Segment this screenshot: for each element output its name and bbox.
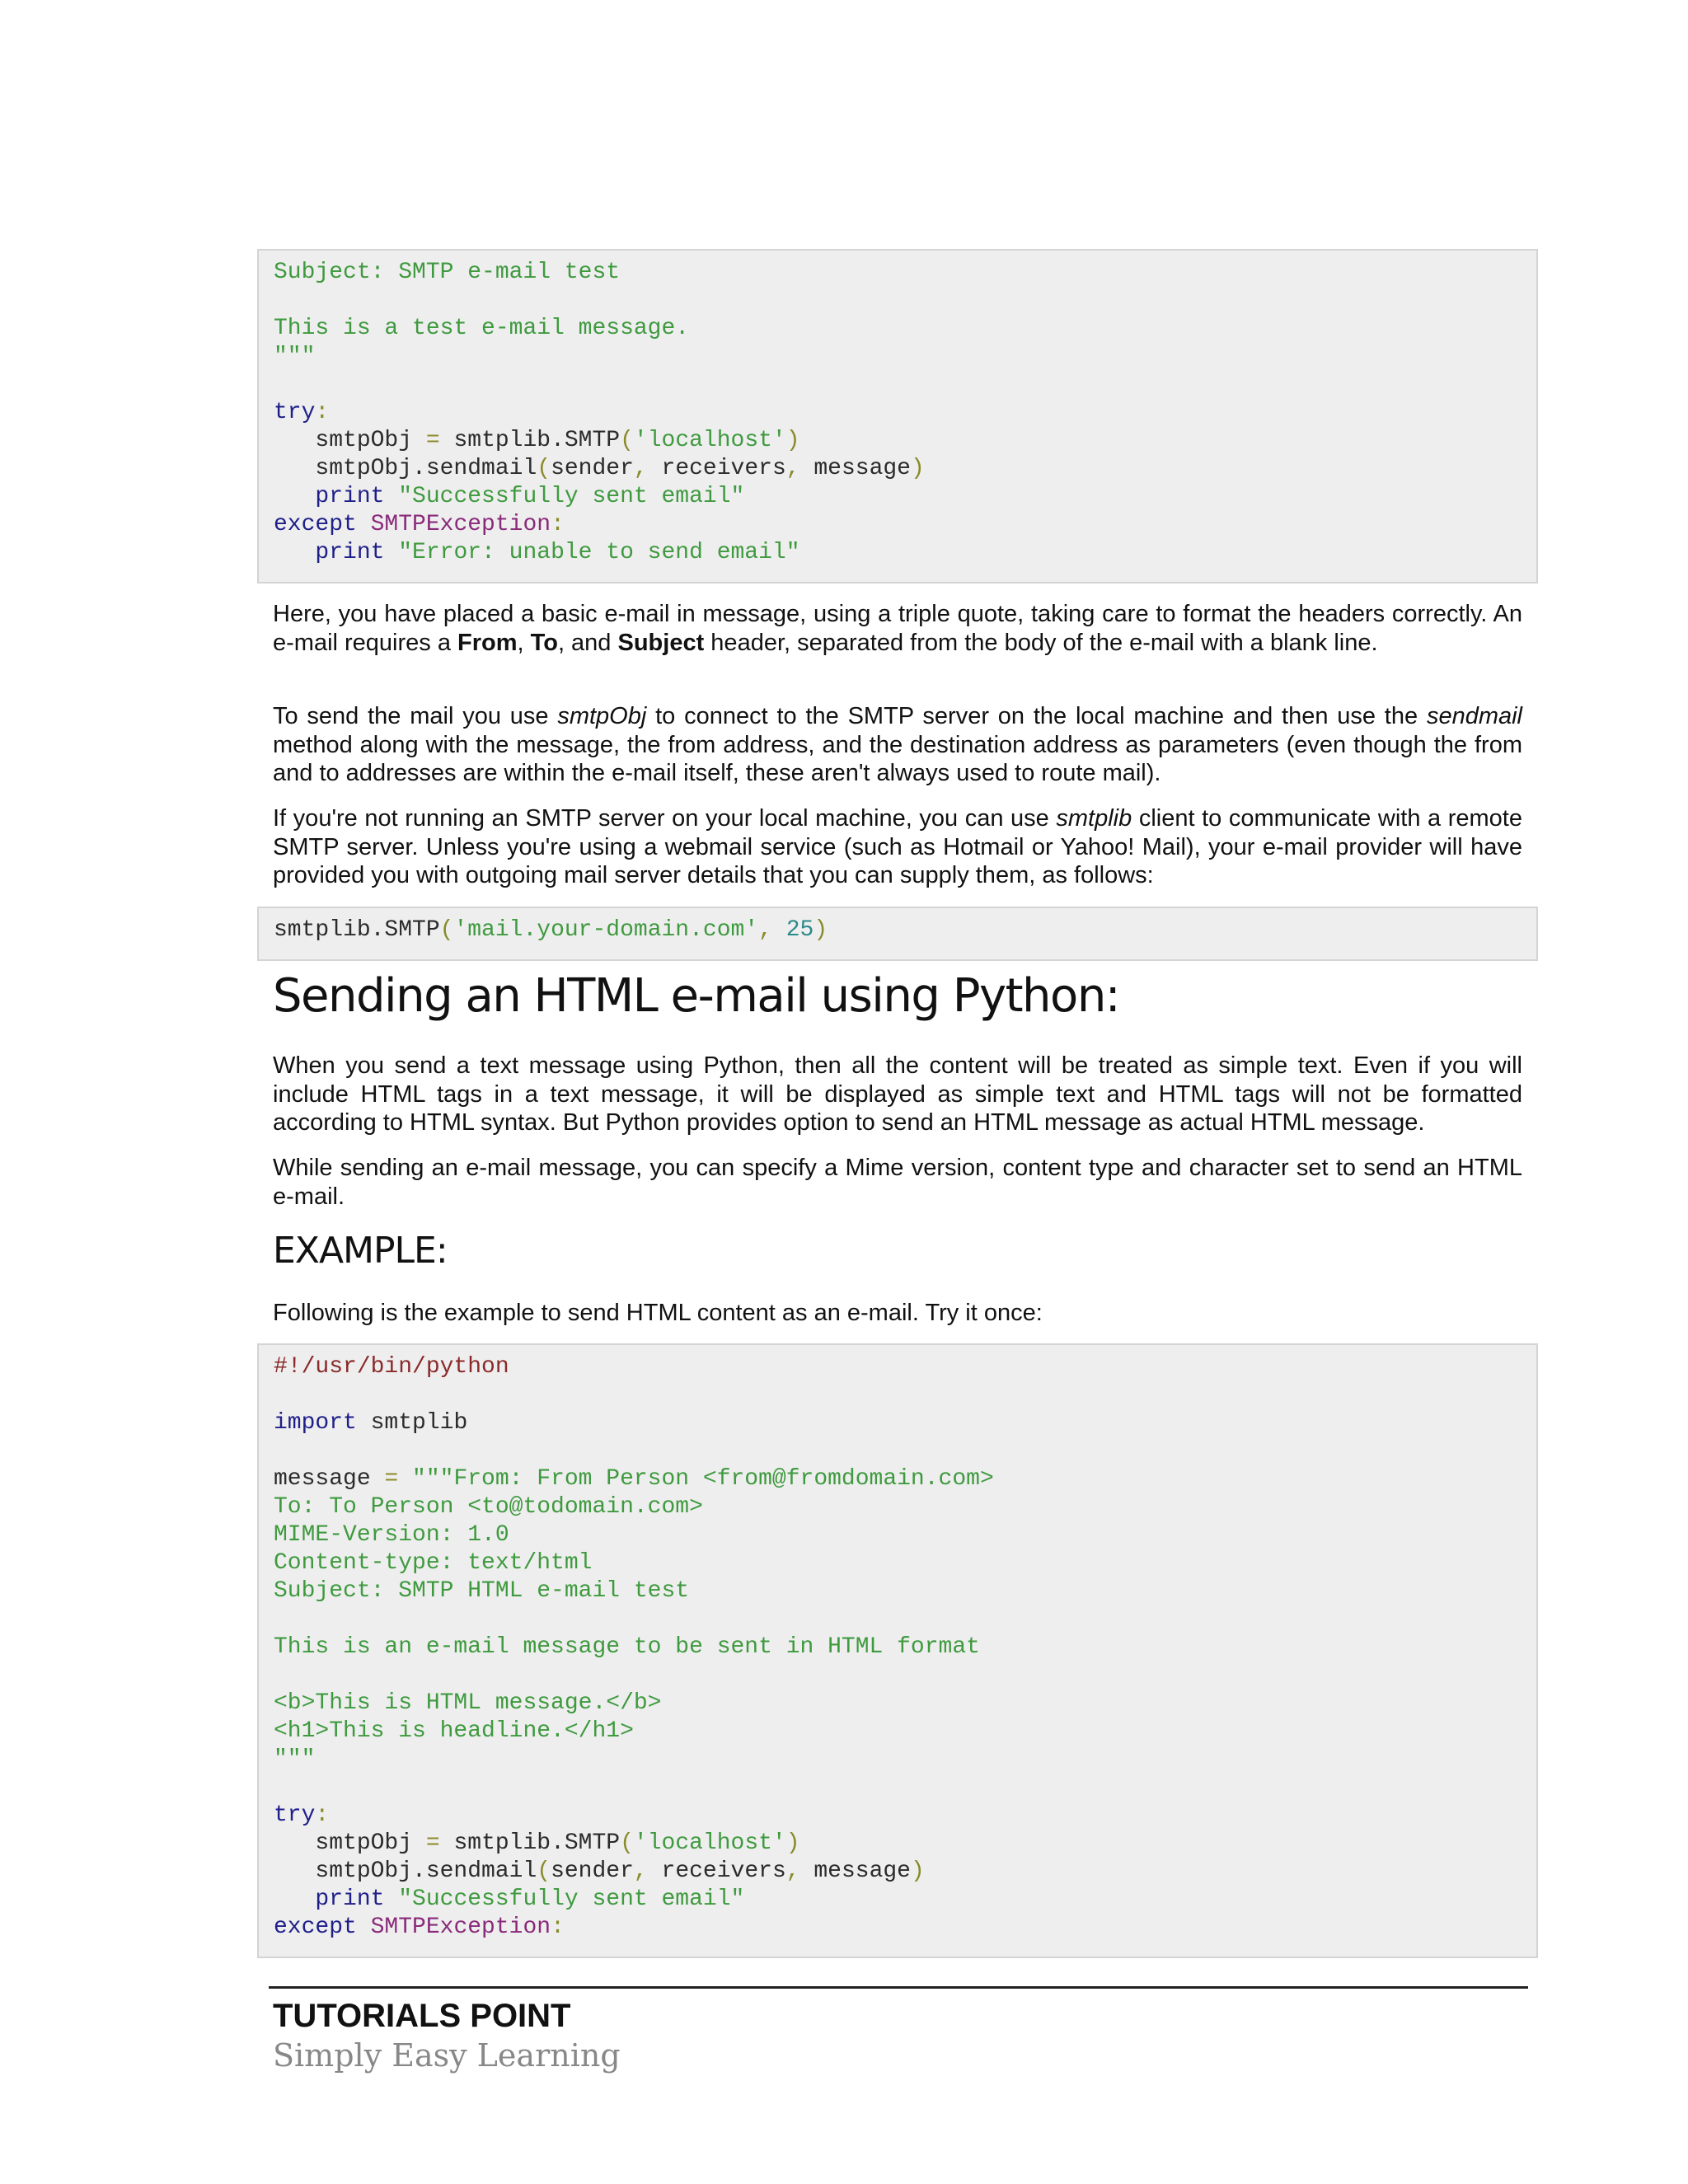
code-line [274, 315, 1536, 343]
code-token: MIME-Version: 1.0 [274, 1522, 509, 1548]
code-line [274, 1437, 1536, 1465]
code-line [274, 1577, 1536, 1605]
code-line [274, 427, 1536, 455]
code-line [274, 1661, 1536, 1690]
code-token: , [758, 917, 772, 943]
code-line [274, 287, 1536, 315]
code-line [274, 1858, 1536, 1886]
code-token: Subject: SMTP HTML e-mail test [274, 1578, 690, 1604]
code-token: ) [785, 428, 800, 453]
paragraph-example-intro [273, 1299, 1522, 1328]
code-token: "Successfully sent email" [398, 484, 745, 509]
code-token: ) [910, 456, 925, 481]
para2-text-a: To send the mail you use [273, 703, 558, 729]
code-token: import [274, 1410, 357, 1436]
code-line [274, 539, 1536, 567]
paragraph-mime-version [273, 1154, 1522, 1211]
code-line [274, 343, 1536, 371]
code-token: print [274, 1886, 399, 1912]
code-token: This is a test e-mail message. [274, 316, 690, 341]
code-token: 25 [771, 917, 814, 943]
para4-text: When you send a text message using Python, then all the content will be treated as simple text. Even if you will include HTML tags in a text message, it will be displayed as simple text and HTML tags will not be formatted according to HTML syntax. But Python provides option to send an HTML message as actual HTML message. [273, 1052, 1522, 1136]
code-token: ( [620, 1830, 634, 1856]
code-line [274, 1830, 1536, 1858]
code-line [274, 483, 1536, 511]
code-token: except [274, 1915, 371, 1940]
italic-smtpobj: smtpObj [557, 703, 647, 729]
code-token: print [274, 484, 399, 509]
code-token: message [799, 456, 911, 481]
italic-smtplib: smtplib [1056, 805, 1132, 832]
para1-text-e: header, separated from the body of the e-mail with a blank line. [704, 629, 1378, 656]
code-line [274, 1409, 1536, 1437]
code-token: message [799, 1858, 911, 1884]
para6-text: Following is the example to send HTML content as an e-mail. Try it once: [273, 1300, 1043, 1326]
code-token: sender [551, 456, 634, 481]
code-line [274, 1521, 1536, 1549]
code-token: smtpObj [274, 428, 426, 453]
bold-from: From [457, 629, 518, 656]
para1-text-c: , [517, 629, 531, 656]
code-token: smtpObj [274, 1830, 426, 1856]
para2-text-c: method along with the message, the from address, and the destination address as parameters (even though the from and to addresses are within the e-mail itself, these aren't always used to route mail). [273, 731, 1522, 786]
code-token: = [425, 1830, 440, 1856]
italic-sendmail: sendmail [1426, 703, 1522, 729]
paragraph-headers-explanation [273, 600, 1522, 657]
code-token: receivers [647, 456, 786, 481]
footer-brand: TUTORIALS POINT [273, 1998, 571, 2034]
para1-text-d: , and [557, 629, 618, 656]
code-token: : [315, 1802, 330, 1828]
bold-to: To [530, 629, 558, 656]
para2-text-b: to connect to the SMTP server on the local machine and then use the [646, 703, 1427, 729]
code-token: , [785, 1858, 800, 1884]
code-line [274, 1493, 1536, 1521]
code-line [274, 511, 1536, 539]
code-token: This is an e-mail message to be sent in HTML format [274, 1634, 980, 1660]
code-block-smtp-send [257, 249, 1538, 583]
code-token: , [785, 456, 800, 481]
code-token: 'localhost' [633, 1830, 786, 1856]
code-token: Subject: SMTP e-mail test [274, 260, 621, 285]
code-token: ( [537, 1858, 551, 1884]
code-token: : [551, 1915, 565, 1940]
code-line [274, 1914, 1536, 1942]
code-token: ) [785, 1830, 800, 1856]
code-token: ) [910, 1858, 925, 1884]
para3-text-a: If you're not running an SMTP server on your local machine, you can use [273, 805, 1057, 832]
code-line [274, 1690, 1536, 1718]
code-token: 'mail.your-domain.com' [453, 917, 759, 943]
code-token: """From: From Person <from@fromdomain.com> [398, 1466, 994, 1492]
paragraph-send-mail [273, 702, 1522, 788]
code-token: ( [537, 456, 551, 481]
bold-subject: Subject [617, 629, 705, 656]
code-line [274, 1718, 1536, 1746]
code-token: To: To Person <to@todomain.com> [274, 1494, 703, 1520]
code-token: """ [274, 1746, 316, 1772]
code-token: 'localhost' [633, 428, 786, 453]
code-line [274, 371, 1536, 399]
para3-text-b: client to communicate with a remote SMTP server. Unless you're using a webmail service (such as Hotmail or Yahoo! Mail), your e-mail provider will have provided you with outgoing mail server details that you can supply them, as follows: [273, 805, 1522, 888]
code-line [274, 1633, 1536, 1661]
code-token: , [633, 1858, 648, 1884]
para1-text-a: Here, you have placed a basic e-mail in message, using a triple quote, taking care to format the headers correctly. An e-mail requires a [273, 601, 1522, 656]
code-token: <h1>This is headline.</h1> [274, 1718, 634, 1744]
footer-tagline: Simply Easy Learning [273, 2037, 621, 2074]
code-token: smtplib.SMTP [439, 428, 621, 453]
code-token: = [384, 1466, 399, 1492]
code-token: receivers [647, 1858, 786, 1884]
code-token: "Successfully sent email" [398, 1886, 745, 1912]
code-line [274, 399, 1536, 427]
code-token: smtplib.SMTP [439, 1830, 621, 1856]
code-token: smtplib [356, 1410, 468, 1436]
code-token: smtpObj.sendmail [274, 1858, 537, 1884]
code-token: : [315, 400, 330, 425]
code-token: try [274, 400, 316, 425]
code-line [274, 1802, 1536, 1830]
code-token: "Error: unable to send email" [398, 540, 800, 565]
code-token: try [274, 1802, 316, 1828]
code-line [274, 1746, 1536, 1774]
code-line [274, 1465, 1536, 1493]
code-line [274, 259, 1536, 287]
paragraph-text-vs-html [273, 1052, 1522, 1137]
heading-sending-html-email: Sending an HTML e-mail using Python: [273, 969, 1120, 1023]
code-token: smtplib.SMTP [274, 917, 440, 943]
code-token: #!/usr/bin/python [274, 1354, 509, 1380]
code-line [274, 1774, 1536, 1802]
code-token: SMTPException [370, 512, 551, 537]
code-token: , [633, 456, 648, 481]
para5-text: While sending an e-mail message, you can specify a Mime version, content type and character set to send an HTML e-mail. [273, 1155, 1522, 1210]
code-token: ) [814, 917, 828, 943]
code-token: except [274, 512, 371, 537]
code-line [274, 1886, 1536, 1914]
code-token: ( [439, 917, 454, 943]
code-token: Content-type: text/html [274, 1550, 593, 1576]
footer-divider [269, 1986, 1528, 1989]
paragraph-remote-smtp [273, 804, 1522, 890]
code-token: : [551, 512, 565, 537]
code-token: message [274, 1466, 385, 1492]
code-line [274, 1353, 1536, 1381]
heading-example: EXAMPLE: [273, 1230, 448, 1272]
code-token: = [425, 428, 440, 453]
code-token: sender [551, 1858, 634, 1884]
code-line [274, 1605, 1536, 1633]
code-token: """ [274, 344, 316, 369]
code-block-html-email [257, 1343, 1538, 1958]
code-line [274, 455, 1536, 483]
code-token: print [274, 540, 399, 565]
code-line [274, 1549, 1536, 1577]
code-token: smtpObj.sendmail [274, 456, 537, 481]
code-token: ( [620, 428, 634, 453]
code-token: <b>This is HTML message.</b> [274, 1690, 662, 1716]
code-line [274, 1381, 1536, 1409]
code-token: SMTPException [370, 1915, 551, 1940]
code-line [274, 916, 1536, 944]
code-block-remote-smtp [257, 907, 1538, 961]
